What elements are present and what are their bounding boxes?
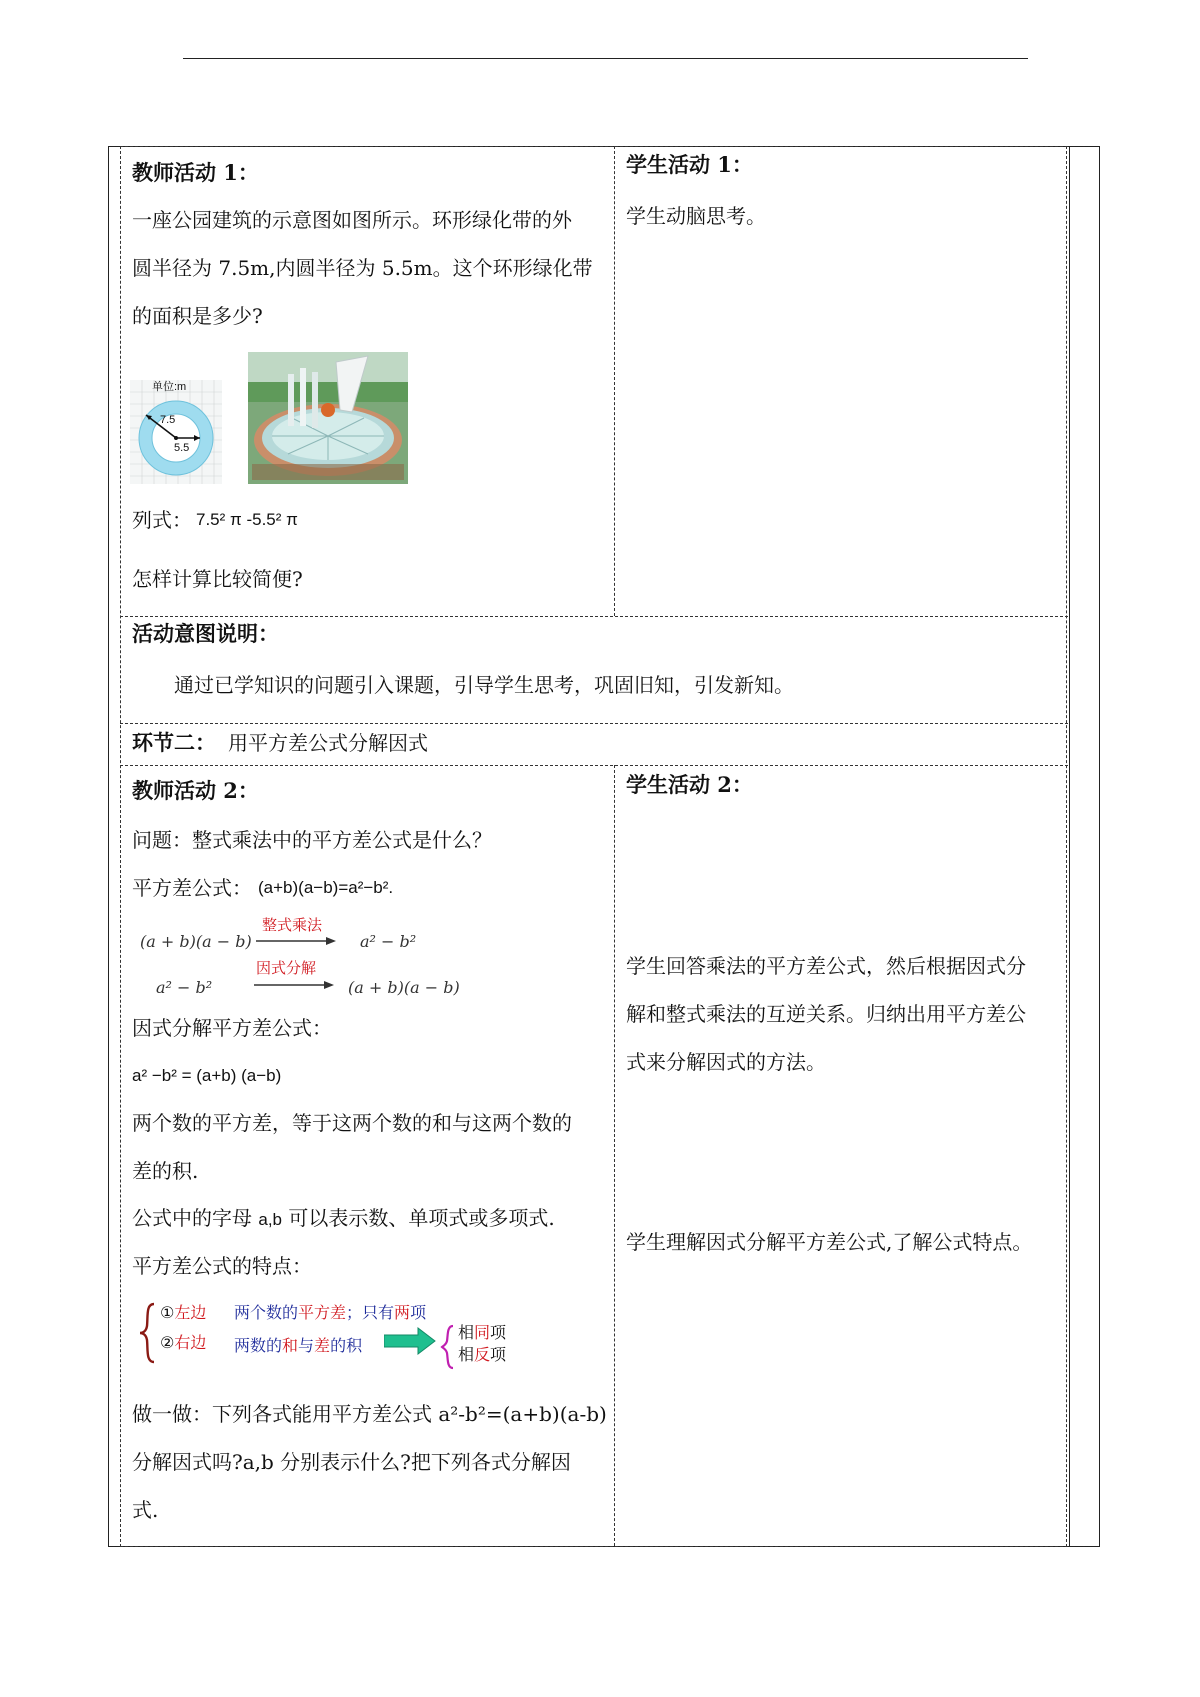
header-rule	[183, 58, 1028, 59]
feature-left-desc-3: ；只有	[346, 1305, 395, 1322]
teacher-activity-1-heading: 教师活动 1：	[132, 160, 259, 185]
same-1: 相	[458, 1325, 475, 1342]
feature-right-description	[234, 1337, 362, 1357]
feature-left-desc-2: 平方差	[298, 1305, 347, 1322]
col-line-right	[1066, 146, 1067, 1547]
diagram-unit-label: 单位:m	[152, 381, 187, 393]
feature-right-desc-4: 差	[314, 1338, 331, 1355]
col-line-mid-1	[614, 146, 615, 616]
col-line-mid-2	[614, 765, 615, 1546]
relation-row1-right: a² − b²	[360, 932, 417, 951]
stage2-title: 用平方差公式分解因式	[228, 731, 428, 755]
col-line-left	[120, 146, 121, 1547]
letters-line	[132, 1206, 555, 1232]
opp-3: 项	[490, 1347, 507, 1364]
row-line-stage2	[120, 723, 1068, 724]
green-arrow-icon	[384, 1327, 436, 1355]
letters-prefix: 公式中的字母	[132, 1206, 259, 1230]
letters-suffix: 可以表示数、单项式或多项式.	[282, 1206, 555, 1230]
feature-right-desc-2: 和	[282, 1338, 299, 1355]
student-activity-2-line-3: 式来分解因式的方法。	[626, 1050, 826, 1074]
student-activity-1-heading: 学生活动 1：	[626, 152, 753, 177]
feature-right-desc-5: 的积	[330, 1338, 363, 1355]
difference-of-squares-formula: (a+b)(a−b)=a²−b².	[258, 878, 394, 897]
relation-row2-left: a² − b²	[156, 978, 213, 997]
relation-row1-arrow	[256, 936, 336, 946]
park-photo	[248, 352, 408, 484]
feature-right-number: ②	[160, 1335, 175, 1352]
letters-vars: a,b	[258, 1210, 282, 1229]
simplify-question: 怎样计算比较简便?	[132, 567, 303, 591]
feature-row-2	[160, 1334, 206, 1354]
feature-left-number: ①	[160, 1305, 175, 1322]
opp-2: 反	[474, 1347, 491, 1364]
opposite-terms-label	[458, 1346, 506, 1366]
magenta-brace-icon	[440, 1324, 456, 1370]
description-line-1: 两个数的平方差，等于这两个数的和与这两个数的	[132, 1111, 572, 1135]
feature-left-desc-4: 两	[394, 1305, 411, 1322]
formula-label: 平方差公式：	[132, 876, 252, 900]
relation-row2-right: (a + b)(a − b)	[348, 978, 460, 997]
description-line-2: 差的积.	[132, 1159, 199, 1183]
relation-row2-arrow	[254, 980, 334, 990]
row-line-section2	[120, 765, 1068, 766]
relation-row1-left: (a + b)(a − b)	[140, 932, 252, 951]
feature-row-1	[160, 1304, 206, 1324]
same-terms-label	[458, 1324, 506, 1344]
same-3: 项	[490, 1325, 507, 1342]
right-margin-line	[1069, 146, 1070, 1547]
feature-right-side: 右边	[174, 1335, 207, 1352]
student-activity-2-heading: 学生活动 2：	[626, 772, 753, 797]
exercise-line-2: 分解因式吗?a,b 分别表示什么?把下列各式分解因	[132, 1450, 571, 1474]
exercise-line-1: 做一做：下列各式能用平方差公式 a²-b²=(a+b)(a-b)	[132, 1402, 607, 1426]
student-activity-2-text-2: 学生理解因式分解平方差公式,了解公式特点。	[626, 1230, 1033, 1254]
left-brace-icon	[138, 1302, 158, 1364]
row-line-top	[120, 146, 1068, 147]
question-line: 问题：整式乘法中的平方差公式是什么？	[132, 828, 492, 852]
area-formula: 7.5² π -5.5² π	[196, 510, 298, 529]
intent-text: 通过已学知识的问题引入课题，引导学生思考，巩固旧知，引发新知。	[174, 673, 794, 697]
formula-prefix: 列式：	[132, 508, 192, 532]
feature-label: 平方差公式的特点：	[132, 1254, 312, 1278]
feature-left-side: 左边	[174, 1305, 207, 1322]
feature-right-desc-3: 与	[298, 1338, 315, 1355]
opp-1: 相	[458, 1347, 475, 1364]
feature-right-desc-1: 两数的	[234, 1338, 283, 1355]
teacher-activity-2-heading: 教师活动 2：	[132, 778, 259, 803]
diagram-inner-radius: 5.5	[174, 442, 190, 454]
student-activity-2-line-1: 学生回答乘法的平方差公式，然后根据因式分	[626, 954, 1026, 978]
problem-line-1: 一座公园建筑的示意图如图所示。环形绿化带的外	[132, 208, 572, 232]
factor-formula: a² −b² = (a+b) (a−b)	[132, 1066, 282, 1085]
annulus-diagram	[130, 380, 222, 484]
student-activity-2-line-2: 解和整式乘法的互逆关系。归纳出用平方差公	[626, 1002, 1026, 1026]
same-2: 同	[474, 1325, 491, 1342]
problem-line-3: 的面积是多少?	[132, 304, 263, 328]
feature-left-desc-5: 项	[410, 1305, 427, 1322]
feature-left-description	[234, 1304, 426, 1324]
row-line-bottom	[120, 1546, 1068, 1547]
student-activity-1-text: 学生动脑思考。	[626, 204, 766, 228]
feature-left-desc-1: 两个数的	[234, 1305, 299, 1322]
problem-line-2: 圆半径为 7.5m,内圆半径为 5.5m。这个环形绿化带	[132, 256, 593, 280]
row-line-intent	[120, 616, 1068, 617]
exercise-line-3: 式.	[132, 1498, 159, 1522]
relation-row1-arrow-label: 整式乘法	[262, 917, 323, 934]
factor-label: 因式分解平方差公式：	[132, 1016, 332, 1040]
stage2-label: 环节二：	[132, 730, 216, 755]
diagram-outer-radius: 7.5	[160, 414, 176, 426]
intent-heading: 活动意图说明：	[132, 621, 279, 646]
relation-row2-arrow-label: 因式分解	[256, 960, 317, 977]
